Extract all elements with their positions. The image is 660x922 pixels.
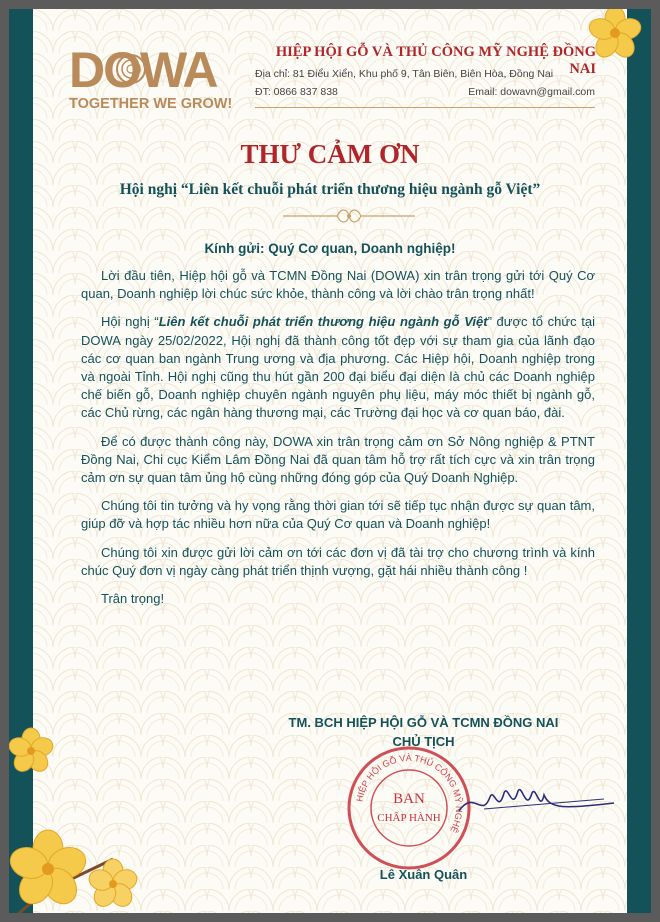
apricot-flower-left bbox=[9, 721, 61, 781]
paragraph-4: Chúng tôi tin tưởng và hy vọng rằng thời gian tới sẽ tiếp tục nhận được sự quan tâm, giúp đỡ và hợp tác nhiều hơn nữa của Quý Cơ quan và Doanh nghiệp! bbox=[81, 498, 595, 532]
salutation: Kính gửi: Quý Cơ quan, Doanh nghiệp! bbox=[204, 241, 456, 256]
org-email: Email: dowavn@gmail.com bbox=[468, 86, 595, 98]
paragraph-5: Chúng tôi xin được gửi lời cảm ơn tới các đơn vị đã tài trợ cho chương trình và kính chúc Quý đơn vị ngày càng phát triển thịnh vượng, gặt hái nhiều thành công ! bbox=[81, 544, 595, 578]
apricot-flower-bottom-left bbox=[9, 809, 153, 913]
handwritten-signature bbox=[454, 779, 619, 829]
stamp-center-top: BAN bbox=[393, 791, 425, 807]
letter-page bbox=[9, 9, 651, 913]
apricot-flower-top-right bbox=[577, 9, 651, 73]
svg-text:DOWA: DOWA bbox=[69, 42, 217, 98]
svg-text:TOGETHER WE GROW!: TOGETHER WE GROW! bbox=[69, 96, 233, 111]
paragraph-2-prefix: Hội nghị “ bbox=[101, 314, 159, 330]
header-divider bbox=[255, 107, 595, 108]
stamp-center-bottom: CHẤP HÀNH bbox=[377, 812, 441, 824]
paragraph-1: Lời đầu tiên, Hiệp hội gỗ và TCMN Đồng Nai (DOWA) xin trân trọng gửi tới Quý Cơ quan, Doanh nghiệp lời chúc sức khỏe, thành công và lời chào trân trọng nhất! bbox=[81, 268, 595, 302]
signature-position: CHỦ TỊCH bbox=[392, 734, 455, 749]
org-name: HIỆP HỘI GỖ VÀ THỦ CÔNG MỸ NGHỆ ĐỒNG NAI bbox=[275, 44, 596, 77]
letter-title: THƯ CẢM ƠN bbox=[240, 139, 420, 169]
signature-org-line: TM. BCH HIỆP HỘI GỖ VÀ TCMN ĐỒNG NAI bbox=[288, 715, 559, 730]
stamp-ring-text: HIỆP HỘI GỖ VÀ THỦ CÔNG MỸ NGHỆ bbox=[354, 752, 465, 835]
closing: Trân trọng! bbox=[101, 591, 165, 607]
paragraph-3: Để có được thành công này, DOWA xin trân trọng cảm ơn Sở Nông nghiệp & PTNT Đồng Nai, Chi cục Kiểm Lâm Đồng Nai đã quan tâm hỗ trợ rất tích cực và xin trân trọng cảm ơn sự quan tâm ủng hộ cùng những đóng góp của Quý Doanh Nghiệp. bbox=[81, 433, 595, 486]
conference-name: Liên kết chuỗi phát triển thương hiệu ngành gỗ Việt bbox=[158, 314, 488, 330]
signer-name: Lê Xuân Quân bbox=[379, 867, 468, 882]
paragraph-2-rest: ” được tổ chức tại DOWA ngày 25/02/2022, Hội nghị đã thành công tốt đẹp với sự tham gia của lãnh đạo các cơ quan ban ngành Trung ương và địa phương. Các Hiệp hội, Doanh nghiệp trong và ngoài Tỉnh. Hội nghị cũng thu hút gần 200 đại biểu đại diện là chủ các Doanh nghiệp chế biến gỗ, Doanh nghiệp chuyên ngành nguyên phụ liệu, máy móc thiết bị ngành gỗ, các Chủ rừng, các ngân hàng thương mại, các Trường đại học và cơ quan báo, đài. bbox=[81, 314, 595, 421]
org-address: Địa chỉ: 81 Điểu Xiển, Khu phố 9, Tân Biên, Biên Hòa, Đồng Nai bbox=[255, 68, 554, 80]
letter-body bbox=[81, 267, 595, 618]
dowa-logo bbox=[67, 41, 247, 111]
ornament-divider bbox=[279, 205, 419, 227]
org-phone: ĐT: 0866 837 838 bbox=[255, 86, 338, 98]
letter-subtitle: Hội nghị “Liên kết chuỗi phát triển thương hiệu ngành gỗ Việt” bbox=[119, 181, 541, 198]
paragraph-2 bbox=[81, 313, 595, 422]
